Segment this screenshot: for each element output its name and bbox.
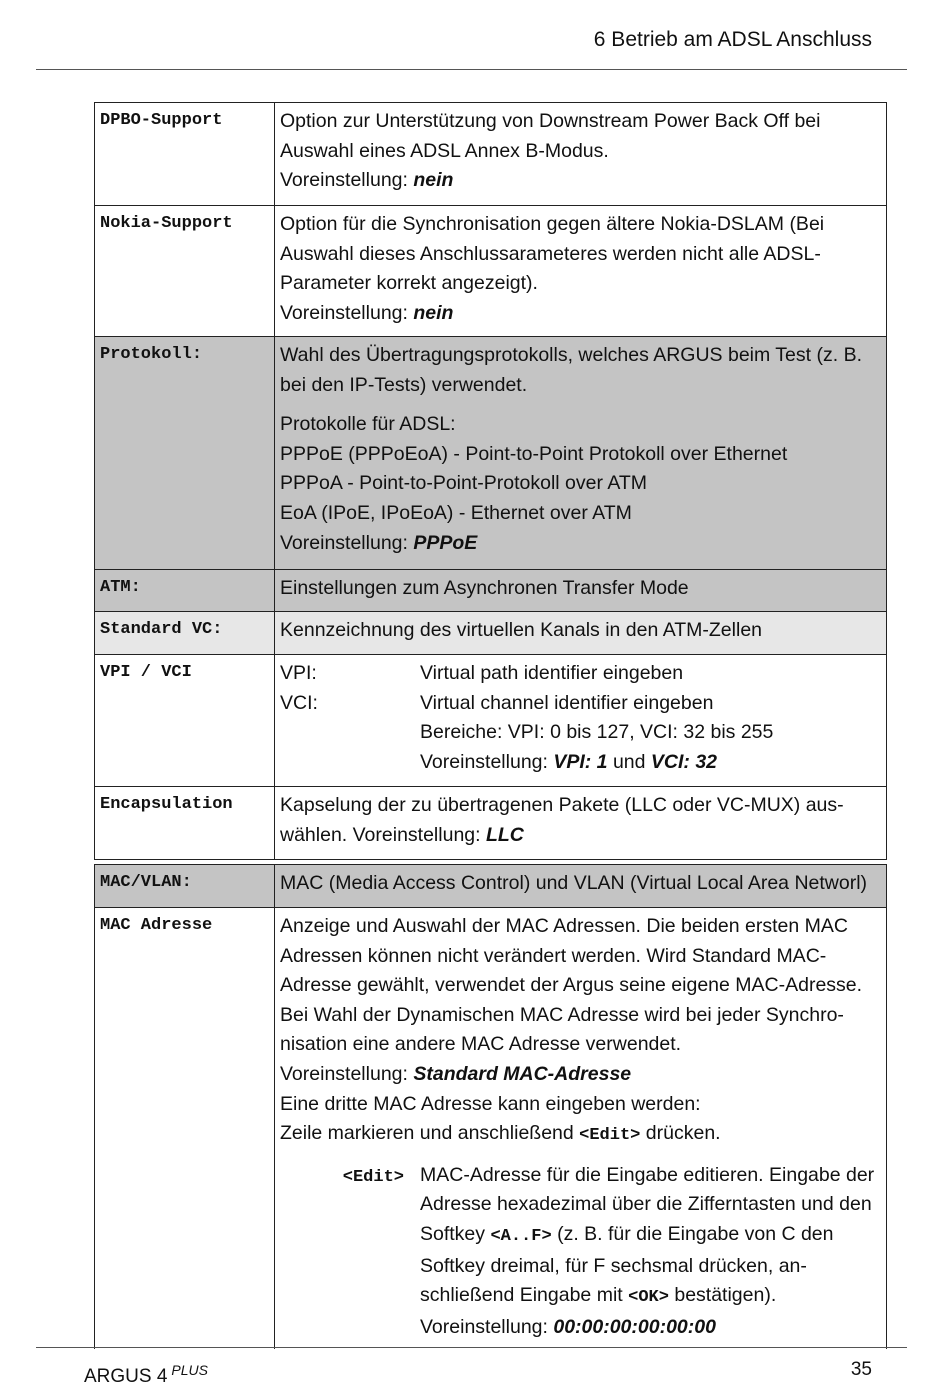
default-label: Voreinstellung: (420, 750, 554, 773)
description-line: Kapselung der zu übertragenen Pakete (LLC oder VC-MUX) aus- (280, 794, 844, 816)
param-description-encapsulation (275, 787, 886, 859)
description-line: Anzeige und Auswahl der MAC Adressen. Die beiden ersten MAC (280, 915, 848, 937)
param-description-protokoll (275, 337, 886, 569)
param-key-protokoll: Protokoll: (95, 337, 275, 569)
text-fragment: schließend Eingabe mit (420, 1284, 629, 1307)
table-row-mac-vlan (95, 865, 886, 908)
description-line: Option für die Synchronisation gegen ältere Nokia-DSLAM (Bei (280, 213, 825, 235)
description-line: nisation eine andere MAC Adresse verwendet. (280, 1033, 682, 1056)
default-conjunction: und (607, 750, 651, 773)
default-value: Standard MAC-Adresse (413, 1062, 632, 1085)
default-setting (280, 821, 880, 851)
param-description-atm: Einstellungen zum Asynchronen Transfer Mode (280, 577, 689, 599)
parameter-table-adsl (94, 102, 887, 860)
vci-label: VCI: (280, 691, 318, 714)
default-label: Voreinstellung: (280, 1062, 414, 1085)
default-label: Voreinstellung: (420, 1315, 554, 1338)
param-key-atm: ATM: (95, 570, 275, 611)
description-line: EoA (IPoE, IPoEoA) - Ethernet over ATM (280, 501, 632, 524)
default-value: 00:00:00:00:00:00 (553, 1315, 716, 1338)
default-label: Voreinstellung: (280, 301, 414, 324)
softkey-label: <A..F> (490, 1226, 552, 1246)
default-setting (280, 529, 880, 559)
default-setting (280, 299, 880, 329)
default-label: wählen. Voreinstellung: (280, 823, 486, 846)
description-line: Eine dritte MAC Adresse kann eingeben werden: (280, 1092, 701, 1115)
text-fragment: drücken. (640, 1122, 721, 1145)
param-key-encapsulation: Encapsulation (95, 787, 275, 859)
default-label: Voreinstellung: (280, 531, 414, 554)
edit-key-label: <Edit> (579, 1126, 641, 1146)
description-line (280, 1119, 880, 1151)
description-line: Wahl des Übertragungsprotokolls, welches ARGUS beim Test (z. B. (280, 344, 862, 366)
description-line: Adresse hexadezimal über die Zifferntasten und den (420, 1193, 872, 1216)
edit-softkey-block (280, 1161, 880, 1343)
description-line: Softkey dreimal, für F sechsmal drücken, an- (420, 1254, 807, 1277)
footer-rule (36, 1347, 907, 1348)
range-text: Bereiche: VPI: 0 bis 127, VCI: 32 bis 255 (420, 721, 774, 744)
page-header-title: 6 Betrieb am ADSL Anschluss (593, 28, 872, 51)
text-fragment: Zeile markieren und anschließend (280, 1122, 580, 1145)
vpi-label: VPI: (280, 662, 317, 684)
table-row-protokoll (95, 337, 886, 570)
edit-key-label: <Edit> (342, 1167, 404, 1187)
header-rule (36, 69, 907, 70)
table-row-nokia-support (95, 206, 886, 337)
description-line (420, 1220, 880, 1252)
default-setting (420, 1313, 880, 1343)
table-row-dpbo-support (95, 103, 886, 206)
description-line: Auswahl eines ADSL Annex B-Modus. (280, 139, 609, 162)
description-line: Option zur Unterstützung von Downstream Power Back Off bei (280, 110, 821, 132)
table-row-atm (95, 570, 886, 612)
default-setting (280, 1060, 880, 1090)
param-key-mac-vlan: MAC/VLAN: (95, 865, 275, 907)
param-description-dpbo-support (275, 103, 886, 205)
vci-line (280, 689, 880, 719)
param-description-standard-vc: Kennzeichnung des virtuellen Kanals in den ATM-Zellen (280, 619, 763, 641)
default-value: PPPoE (413, 531, 478, 554)
param-description-mac-adresse (275, 908, 886, 1349)
param-description-mac-vlan: MAC (Media Access Control) und VLAN (Virtual Local Area Networl) (280, 872, 868, 894)
default-value: LLC (485, 823, 524, 846)
text-fragment: (z. B. für die Eingabe von C den (551, 1222, 834, 1245)
description-line: Bei Wahl der Dynamischen MAC Adresse wird bei jeder Synchro- (280, 1003, 844, 1026)
description-line: Protokolle für ADSL: (280, 413, 456, 436)
default-value: nein (413, 169, 454, 192)
default-vci-value: VCI: 32 (650, 750, 718, 773)
param-key-mac-adresse: MAC Adresse (95, 908, 275, 1349)
description-line: PPPoA - Point-to-Point-Protokoll over ATM (280, 472, 648, 495)
description-line: Auswahl dieses Anschlussarameteres werden nicht alle ADSL- (280, 242, 821, 265)
table-row-vpi-vci (95, 655, 886, 787)
footer-product (84, 1358, 208, 1389)
description-line: MAC-Adresse für die Eingabe editieren. Eingabe der (420, 1163, 875, 1186)
param-key-nokia-support: Nokia-Support (95, 206, 275, 336)
product-superscript: PLUS (171, 1362, 208, 1378)
param-key-dpbo-support: DPBO-Support (95, 103, 275, 205)
description-line: Parameter korrekt angezeigt). (280, 272, 538, 295)
param-key-standard-vc: Standard VC: (95, 612, 275, 654)
table-row-standard-vc (95, 612, 886, 655)
description-line: Adressen können nicht verändert werden. Wird Standard MAC- (280, 944, 827, 967)
vci-text: Virtual channel identifier eingeben (420, 691, 714, 714)
description-line: PPPoE (PPPoEoA) - Point-to-Point Protokoll over Ethernet (280, 442, 788, 465)
text-fragment: bestätigen). (668, 1284, 777, 1307)
description-line: Adresse gewählt, verwendet der Argus seine eigene MAC-Adresse. (280, 974, 863, 997)
default-vpi-value: VPI: 1 (553, 750, 608, 773)
description-line: bei den IP-Tests) verwendet. (280, 373, 528, 396)
default-setting (280, 166, 880, 196)
description-line (420, 1281, 880, 1313)
table-row-encapsulation (95, 787, 886, 860)
ok-key-label: <OK> (628, 1288, 669, 1308)
default-label: Voreinstellung: (280, 169, 414, 192)
param-description-vpi-vci (275, 655, 886, 786)
edit-softkey-label (280, 1161, 420, 1343)
page-number: 35 (850, 1359, 872, 1380)
text-fragment: Softkey (420, 1222, 491, 1245)
vpi-text: Virtual path identifier eingeben (420, 662, 684, 684)
param-description-nokia-support (275, 206, 886, 336)
parameter-table-mac-vlan (94, 864, 887, 1349)
edit-softkey-description (420, 1161, 880, 1343)
product-name: ARGUS 4 (84, 1366, 168, 1387)
default-value: nein (413, 301, 454, 324)
table-row-mac-adresse (95, 908, 886, 1349)
vpi-line (280, 659, 880, 689)
param-key-vpi-vci: VPI / VCI (95, 655, 275, 786)
default-setting (280, 748, 880, 778)
